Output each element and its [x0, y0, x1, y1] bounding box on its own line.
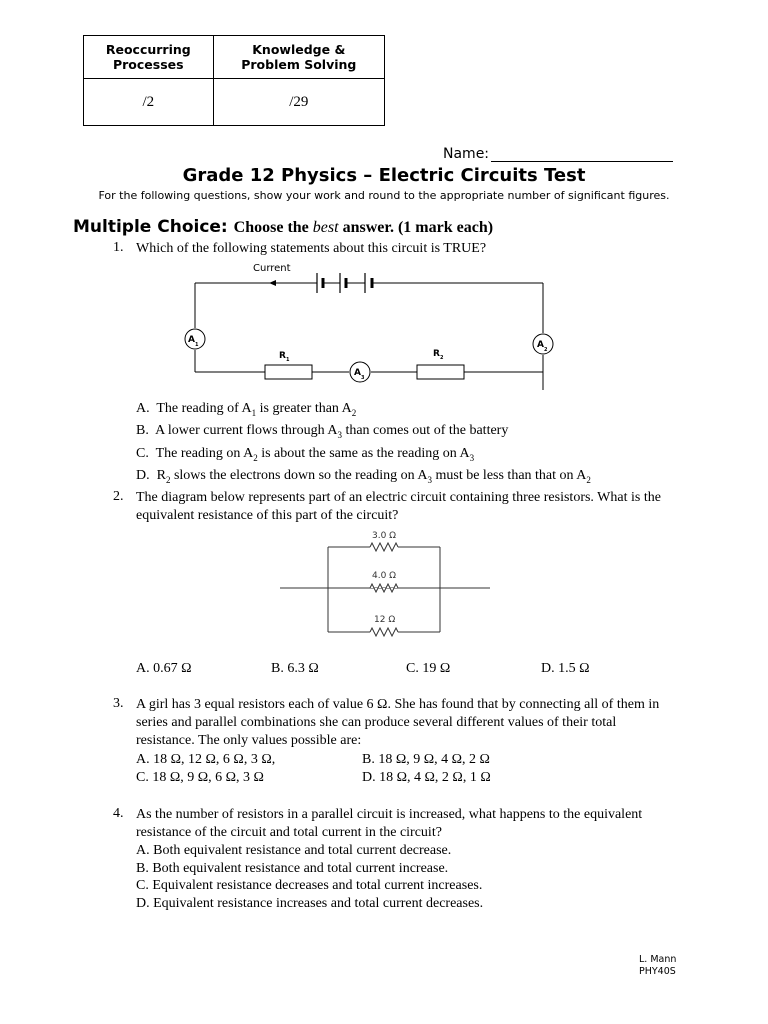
q4-option-c[interactable]: C. Equivalent resistance decreases and total current increases. — [136, 878, 483, 893]
q1-option-sub: 2 — [586, 474, 591, 485]
q1-option-letter: B. — [136, 423, 149, 439]
q1-option-a[interactable] — [136, 400, 591, 422]
footer — [639, 954, 676, 978]
q2-option-a[interactable]: A. 0.67 Ω — [136, 661, 192, 676]
q2-number: 2. — [113, 489, 124, 504]
section-prefix: Choose the — [233, 219, 313, 236]
section-heading — [73, 217, 493, 237]
instructions: For the following questions, show your work and round to the appropriate number of significant figures. — [98, 189, 670, 202]
q3-text: A girl has 3 equal resistors each of value 6 Ω. She has found that by connecting all of them in series and parallel combinations she can produce several different values of their total resistance. The only values possible are: — [136, 697, 660, 748]
footer-author: L. Mann — [639, 954, 677, 965]
q1-option-sub: 2 — [253, 452, 258, 463]
a3-label: A — [354, 368, 361, 378]
r1-label: R — [279, 351, 286, 361]
q1-option-letter: D. — [136, 467, 150, 483]
score-header-knowledge: Knowledge & Problem Solving — [213, 36, 384, 79]
footer-course: PHY40S — [639, 966, 676, 977]
current-arrow-icon — [269, 280, 276, 286]
q2-option-b[interactable]: B. 6.3 Ω — [271, 661, 319, 676]
q1-option-c[interactable] — [136, 445, 591, 467]
r2-label: R — [433, 349, 440, 359]
r1-sub: 1 — [286, 357, 290, 363]
name-field[interactable] — [443, 146, 673, 162]
q1-option-sub: 2 — [165, 474, 171, 485]
section-emph: best — [312, 219, 339, 236]
r2-sub: 2 — [440, 355, 444, 361]
name-label: Name: — [443, 146, 490, 162]
q4-option-b[interactable]: B. Both equivalent resistance and total current increase. — [136, 860, 449, 876]
q1-number: 1. — [113, 240, 124, 255]
q1-option-letter: A. — [136, 401, 150, 416]
q1-option-text: The reading on A — [155, 445, 254, 461]
a1-label: A — [188, 335, 195, 345]
q2-option-d[interactable]: D. 1.5 Ω — [541, 661, 590, 676]
resistor-label-3: 3.0 Ω — [372, 531, 397, 541]
current-label: Current — [253, 263, 291, 274]
q3-number: 3. — [113, 696, 124, 711]
q4-text: As the number of resistors in a parallel circuit is increased, what happens to the equivalent resistance of the circuit and total current in the circuit? — [136, 807, 643, 840]
q4-options — [136, 842, 483, 912]
q1-option-d[interactable] — [136, 467, 591, 489]
a2-sub: 2 — [544, 347, 548, 353]
q1-options — [136, 400, 591, 489]
q3-option-c[interactable]: C. 18 Ω, 9 Ω, 6 Ω, 3 Ω — [136, 770, 264, 785]
section-suffix: answer. (1 mark each) — [338, 219, 494, 236]
score-value-reoccurring: /2 — [84, 79, 214, 126]
q1-option-text: than comes out of the battery — [341, 423, 509, 439]
score-value-knowledge: /29 — [213, 79, 384, 126]
q2-option-c[interactable]: C. 19 Ω — [406, 661, 451, 676]
section-heading-label: Multiple Choice: — [73, 217, 228, 237]
a1-sub: 1 — [195, 342, 199, 348]
name-line[interactable] — [491, 147, 673, 162]
score-header-reoccurring: Reoccurring Processes — [84, 36, 214, 79]
q1-option-text: must be less than that on A — [431, 467, 587, 483]
q1-option-sub: 2 — [351, 407, 357, 418]
q1-option-sub: 1 — [251, 407, 257, 418]
q1-circuit-diagram — [180, 260, 570, 395]
q1-option-text: R — [156, 467, 166, 483]
q1-option-sub: 3 — [337, 430, 342, 441]
q3-option-b[interactable]: B. 18 Ω, 9 Ω, 4 Ω, 2 Ω — [362, 752, 490, 767]
q4-option-d[interactable]: D. Equivalent resistance increases and total current decreases. — [136, 895, 484, 911]
a2-label: A — [537, 340, 544, 350]
page-title: Grade 12 Physics – Electric Circuits Test — [182, 165, 586, 186]
q3-option-a[interactable]: A. 18 Ω, 12 Ω, 6 Ω, 3 Ω, — [136, 752, 276, 767]
q1-option-sub: 3 — [427, 474, 432, 485]
score-table — [83, 35, 385, 126]
q1-option-text: is about the same as the reading on A — [257, 445, 470, 461]
q1-option-text: A lower current flows through A — [155, 423, 338, 439]
q2-resistor-diagram — [280, 527, 495, 642]
q1-text: Which of the following statements about this circuit is TRUE? — [136, 241, 487, 256]
resistor-label-4: 4.0 Ω — [372, 571, 397, 581]
q3-option-d[interactable]: D. 18 Ω, 4 Ω, 2 Ω, 1 Ω — [362, 770, 491, 785]
q1-option-text: slows the electrons down so the reading on A — [170, 467, 428, 483]
q1-option-text: is greater than A — [256, 401, 352, 416]
q4-option-a[interactable]: A. Both equivalent resistance and total current decrease. — [136, 843, 452, 858]
q4-number: 4. — [113, 806, 124, 821]
q2-text: The diagram below represents part of an electric circuit containing three resistors. What is the equivalent resistance of this part of the circuit? — [136, 490, 661, 523]
q1-option-b[interactable] — [136, 422, 591, 444]
a3-sub: 3 — [361, 375, 365, 381]
q1-option-text: The reading of A — [156, 401, 252, 416]
q1-option-sub: 3 — [469, 452, 475, 463]
resistor-label-12: 12 Ω — [374, 615, 396, 625]
q1-option-letter: C. — [136, 445, 149, 461]
